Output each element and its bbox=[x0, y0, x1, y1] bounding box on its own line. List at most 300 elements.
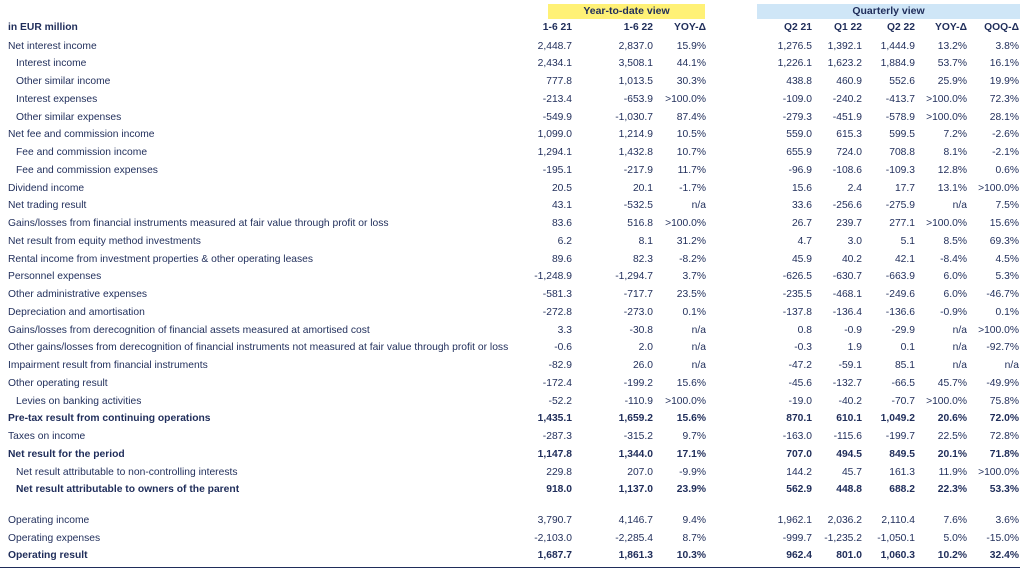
table-row bbox=[0, 92, 1024, 108]
cell-value: 7.5% bbox=[995, 200, 1019, 212]
table-row bbox=[0, 269, 1024, 285]
cell-value: -59.1 bbox=[838, 360, 862, 371]
cell-value: 1,392.1 bbox=[827, 40, 862, 52]
cell-value: -249.6 bbox=[885, 289, 915, 300]
cell-value: -256.6 bbox=[832, 200, 862, 212]
cell-value: 3.0 bbox=[847, 235, 862, 247]
row-label: Net trading result bbox=[8, 200, 87, 212]
cell-value: -532.5 bbox=[623, 200, 653, 212]
table-row bbox=[0, 465, 1024, 481]
row-label: Other administrative expenses bbox=[8, 289, 148, 300]
table-row bbox=[0, 305, 1024, 321]
cell-value: n/a bbox=[691, 200, 706, 212]
row-label: Taxes on income bbox=[8, 431, 86, 442]
cell-value: 8.7% bbox=[682, 532, 706, 544]
cell-value: 3,508.1 bbox=[618, 58, 653, 70]
cell-value: -47.2 bbox=[788, 360, 812, 371]
cell-value: 4.7 bbox=[797, 235, 812, 247]
row-label: Operating income bbox=[8, 515, 90, 526]
cell-value: -115.6 bbox=[833, 431, 862, 442]
cell-value: 2,110.4 bbox=[881, 515, 915, 526]
cell-value: 801.0 bbox=[836, 550, 862, 561]
cell-value: 22.3% bbox=[937, 484, 967, 496]
table-row bbox=[0, 513, 1024, 529]
cell-value: 3.7% bbox=[682, 271, 706, 283]
cell-value: 562.9 bbox=[786, 484, 812, 496]
cell-value: -663.9 bbox=[885, 271, 915, 283]
cell-value: 69.3% bbox=[989, 235, 1019, 247]
row-label: Interest income bbox=[16, 58, 87, 70]
cell-value: -92.7% bbox=[986, 342, 1019, 354]
cell-value: 1,294.1 bbox=[537, 147, 572, 158]
table-row bbox=[0, 127, 1024, 143]
row-label: Net interest income bbox=[8, 40, 97, 52]
cell-value: 2,448.7 bbox=[537, 40, 572, 52]
table-row bbox=[0, 198, 1024, 214]
cell-value: 87.4% bbox=[676, 111, 706, 123]
cell-value: 5.3% bbox=[995, 271, 1019, 283]
cell-value: 1,214.9 bbox=[618, 129, 653, 141]
cell-value: -137.8 bbox=[782, 306, 812, 318]
cell-value: -273.0 bbox=[623, 306, 653, 318]
cell-value: 3.3 bbox=[557, 324, 572, 336]
cell-value: 10.5% bbox=[676, 129, 706, 141]
cell-value: n/a bbox=[691, 342, 706, 354]
cell-value: -578.9 bbox=[885, 111, 915, 123]
cell-value: 28.1% bbox=[989, 111, 1019, 123]
cell-value: 45.7 bbox=[841, 466, 862, 478]
cell-value: 0.1 bbox=[900, 342, 915, 354]
cell-value: -413.7 bbox=[885, 93, 915, 105]
row-label: Dividend income bbox=[8, 182, 85, 194]
cell-value: -235.5 bbox=[782, 289, 812, 300]
cell-value: -240.2 bbox=[832, 93, 862, 105]
cell-value: -199.7 bbox=[885, 431, 915, 442]
row-label: Gains/losses from financial instruments measured at fair value through profit or loss bbox=[8, 218, 389, 229]
cell-value: -451.9 bbox=[832, 111, 862, 123]
cell-value: 53.7% bbox=[937, 58, 967, 70]
cell-value: 239.7 bbox=[836, 218, 862, 229]
cell-value: -549.9 bbox=[542, 111, 572, 123]
bottom-rule bbox=[0, 567, 1020, 568]
cell-value: 552.6 bbox=[889, 76, 915, 87]
table-row bbox=[0, 181, 1024, 197]
cell-value: -0.9% bbox=[940, 306, 967, 318]
cell-value: 11.9% bbox=[938, 466, 967, 478]
cell-value: -1,294.7 bbox=[615, 271, 653, 283]
cell-value: 32.4% bbox=[989, 550, 1019, 561]
cell-value: n/a bbox=[691, 360, 706, 371]
table-row bbox=[0, 39, 1024, 55]
cell-value: 3.8% bbox=[995, 40, 1019, 52]
cell-value: -279.3 bbox=[782, 111, 812, 123]
cell-value: n/a bbox=[952, 200, 967, 212]
cell-value: 6.0% bbox=[943, 289, 967, 300]
cell-value: 870.1 bbox=[786, 413, 812, 425]
cell-value: 1,276.5 bbox=[777, 40, 812, 52]
cell-value: >100.0% bbox=[926, 93, 967, 105]
table-row bbox=[0, 531, 1024, 547]
table-row bbox=[0, 340, 1024, 356]
cell-value: 2,837.0 bbox=[618, 40, 653, 52]
cell-value: -1,248.9 bbox=[534, 271, 572, 283]
cell-value: 438.8 bbox=[786, 76, 812, 87]
cell-value: 44.1% bbox=[676, 58, 706, 70]
cell-value: 4.5% bbox=[995, 253, 1019, 265]
cell-value: -626.5 bbox=[782, 271, 812, 283]
row-label: Impairment result from financial instruments bbox=[8, 360, 208, 371]
cell-value: -46.7% bbox=[986, 289, 1019, 300]
cell-value: >100.0% bbox=[665, 218, 706, 229]
table-row bbox=[0, 447, 1024, 463]
cell-value: 31.2% bbox=[676, 235, 706, 247]
cell-value: 75.8% bbox=[989, 395, 1019, 407]
cell-value: 2,434.1 bbox=[537, 58, 572, 70]
cell-value: 26.0 bbox=[632, 360, 653, 371]
cell-value: -45.6 bbox=[788, 377, 812, 389]
cell-value: 144.2 bbox=[786, 466, 812, 478]
col-header: QOQ-Δ bbox=[984, 22, 1019, 33]
row-label: Pre-tax result from continuing operations bbox=[8, 413, 211, 425]
row-label: Other similar income bbox=[16, 76, 111, 87]
row-label: Net result attributable to non-controlling interests bbox=[16, 466, 238, 478]
row-label: Net fee and commission income bbox=[8, 129, 155, 141]
cell-value: 1,687.7 bbox=[537, 550, 572, 561]
row-label: Other gains/losses from derecognition of financial instruments not measured at fair value through profit or loss bbox=[8, 342, 509, 354]
cell-value: 85.1 bbox=[894, 360, 915, 371]
cell-value: -0.3 bbox=[794, 342, 812, 354]
cell-value: 5.0% bbox=[943, 532, 967, 544]
cell-value: 460.9 bbox=[836, 76, 862, 87]
cell-value: -272.8 bbox=[542, 306, 572, 318]
cell-value: -275.9 bbox=[885, 200, 915, 212]
row-label: Net result attributable to owners of the parent bbox=[16, 484, 240, 496]
cell-value: 22.5% bbox=[937, 431, 967, 442]
cell-value: -717.7 bbox=[623, 289, 653, 300]
cell-value: n/a bbox=[952, 324, 967, 336]
cell-value: -1,030.7 bbox=[615, 111, 653, 123]
cell-value: -66.5 bbox=[891, 377, 915, 389]
table-row bbox=[0, 252, 1024, 268]
cell-value: 15.6% bbox=[676, 377, 706, 389]
cell-value: 0.1% bbox=[995, 306, 1019, 318]
row-label: Depreciation and amortisation bbox=[8, 306, 145, 318]
cell-value: 72.8% bbox=[989, 431, 1019, 442]
table-row bbox=[0, 287, 1024, 303]
table-row bbox=[0, 234, 1024, 250]
cell-value: -0.6 bbox=[554, 342, 572, 354]
cell-value: -110.9 bbox=[624, 395, 653, 407]
cell-value: 615.3 bbox=[836, 129, 862, 141]
cell-value: 1,013.5 bbox=[618, 76, 653, 87]
cell-value: -108.6 bbox=[832, 164, 862, 176]
cell-value: 72.0% bbox=[989, 413, 1019, 425]
table-row bbox=[0, 358, 1024, 374]
cell-value: 53.3% bbox=[989, 484, 1019, 496]
cell-value: 2.4 bbox=[847, 182, 862, 194]
cell-value: 17.1% bbox=[676, 448, 706, 460]
cell-value: -8.4% bbox=[940, 253, 967, 265]
cell-value: -630.7 bbox=[832, 271, 862, 283]
cell-value: 16.1% bbox=[989, 58, 1019, 70]
cell-value: -2.1% bbox=[992, 147, 1019, 158]
cell-value: -96.9 bbox=[788, 164, 812, 176]
cell-value: >100.0% bbox=[665, 395, 706, 407]
cell-value: 45.9 bbox=[791, 253, 812, 265]
cell-value: -136.4 bbox=[832, 306, 862, 318]
row-label: Other operating result bbox=[8, 377, 108, 389]
cell-value: -52.2 bbox=[548, 395, 572, 407]
table-row bbox=[0, 548, 1024, 564]
cell-value: 1,435.1 bbox=[537, 413, 572, 425]
cell-value: 1,659.2 bbox=[618, 413, 653, 425]
cell-value: 707.0 bbox=[786, 448, 812, 460]
cell-value: 1,432.8 bbox=[618, 147, 653, 158]
cell-value: 1,137.0 bbox=[618, 484, 653, 496]
cell-value: -82.9 bbox=[548, 360, 572, 371]
cell-value: 277.1 bbox=[889, 218, 915, 229]
cell-value: 20.5 bbox=[551, 182, 572, 194]
cell-value: 1,444.9 bbox=[880, 40, 915, 52]
cell-value: -199.2 bbox=[623, 377, 653, 389]
cell-value: 599.5 bbox=[889, 129, 915, 141]
cell-value: >100.0% bbox=[978, 182, 1019, 194]
cell-value: -8.2% bbox=[679, 253, 706, 265]
cell-value: 1,623.2 bbox=[827, 58, 862, 70]
cell-value: 8.1% bbox=[943, 147, 967, 158]
cell-value: 448.8 bbox=[836, 484, 862, 496]
cell-value: 777.8 bbox=[546, 76, 572, 87]
cell-value: >100.0% bbox=[926, 218, 967, 229]
cell-value: 207.0 bbox=[627, 466, 653, 478]
col-header: YOY-Δ bbox=[673, 22, 706, 33]
cell-value: -109.0 bbox=[782, 93, 812, 105]
cell-value: 19.9% bbox=[989, 76, 1019, 87]
cell-value: >100.0% bbox=[926, 111, 967, 123]
cell-value: -172.4 bbox=[542, 377, 572, 389]
cell-value: 4,146.7 bbox=[618, 515, 653, 526]
cell-value: 23.5% bbox=[676, 289, 706, 300]
row-label: Operating result bbox=[8, 550, 88, 561]
cell-value: 26.7 bbox=[791, 218, 812, 229]
cell-value: -0.9 bbox=[844, 324, 862, 336]
cell-value: -2,285.4 bbox=[615, 532, 653, 544]
cell-value: 83.6 bbox=[551, 218, 572, 229]
row-label: Other similar expenses bbox=[16, 111, 122, 123]
cell-value: -9.9% bbox=[679, 466, 706, 478]
cell-value: -30.8 bbox=[629, 324, 653, 336]
cell-value: n/a bbox=[952, 360, 967, 371]
cell-value: 1,962.1 bbox=[777, 515, 812, 526]
cell-value: 89.6 bbox=[551, 253, 572, 265]
cell-value: 15.6% bbox=[676, 413, 706, 425]
cell-value: 25.9% bbox=[937, 76, 967, 87]
col-header: Q2 21 bbox=[783, 22, 812, 33]
cell-value: 20.6% bbox=[937, 413, 967, 425]
row-label: Fee and commission income bbox=[16, 147, 148, 158]
cell-value: 5.1 bbox=[900, 235, 915, 247]
cell-value: -19.0 bbox=[788, 395, 812, 407]
col-header: YOY-Δ bbox=[934, 22, 967, 33]
cell-value: 610.1 bbox=[836, 413, 862, 425]
cell-value: 30.3% bbox=[676, 76, 706, 87]
cell-value: 23.9% bbox=[676, 484, 706, 496]
cell-value: >100.0% bbox=[978, 466, 1019, 478]
cell-value: 1.9 bbox=[847, 342, 862, 354]
ytd-view-header: Year-to-date view bbox=[548, 4, 705, 19]
cell-value: -132.7 bbox=[832, 377, 862, 389]
cell-value: 0.1% bbox=[682, 306, 706, 318]
cell-value: -109.3 bbox=[885, 164, 915, 176]
table-row bbox=[0, 376, 1024, 392]
cell-value: 724.0 bbox=[836, 147, 862, 158]
cell-value: 2.0 bbox=[638, 342, 653, 354]
cell-value: 10.2% bbox=[937, 550, 967, 561]
row-label: Rental income from investment properties & other operating leases bbox=[8, 253, 314, 265]
cell-value: 1,060.3 bbox=[880, 550, 915, 561]
cell-value: 559.0 bbox=[786, 129, 812, 141]
table-row bbox=[0, 429, 1024, 445]
quarterly-view-header: Quarterly view bbox=[757, 4, 1020, 19]
cell-value: 8.5% bbox=[943, 235, 967, 247]
col-header: 1-6 22 bbox=[623, 22, 653, 33]
table-row bbox=[0, 216, 1024, 232]
row-label: Operating expenses bbox=[8, 532, 101, 544]
cell-value: 10.3% bbox=[676, 550, 706, 561]
cell-value: -136.6 bbox=[885, 306, 915, 318]
cell-value: -581.3 bbox=[542, 289, 572, 300]
cell-value: 9.7% bbox=[682, 431, 706, 442]
table-row bbox=[0, 163, 1024, 179]
cell-value: 1,861.3 bbox=[618, 550, 653, 561]
cell-value: -315.2 bbox=[623, 431, 653, 442]
cell-value: 1,099.0 bbox=[537, 129, 572, 141]
cell-value: -1,050.1 bbox=[877, 532, 915, 544]
cell-value: 8.1 bbox=[638, 235, 653, 247]
cell-value: 918.0 bbox=[546, 484, 572, 496]
cell-value: 1,049.2 bbox=[880, 413, 915, 425]
cell-value: -163.0 bbox=[782, 431, 812, 442]
table-row bbox=[0, 394, 1024, 410]
cell-value: -1,235.2 bbox=[824, 532, 862, 544]
cell-value: 40.2 bbox=[841, 253, 862, 265]
cell-value: 849.5 bbox=[889, 448, 915, 460]
cell-value: 1,147.8 bbox=[537, 448, 572, 460]
column-header-row bbox=[0, 20, 1024, 36]
cell-value: 11.7% bbox=[677, 164, 706, 176]
cell-value: -213.4 bbox=[542, 93, 572, 105]
row-label: Net result for the period bbox=[8, 448, 125, 460]
cell-value: 3.6% bbox=[995, 515, 1019, 526]
unit-label: in EUR million bbox=[8, 22, 78, 33]
cell-value: 0.8 bbox=[797, 324, 812, 336]
cell-value: 655.9 bbox=[786, 147, 812, 158]
cell-value: n/a bbox=[691, 324, 706, 336]
cell-value: -999.7 bbox=[782, 532, 812, 544]
row-label: Gains/losses from derecognition of financial assets measured at amortised cost bbox=[8, 324, 370, 336]
cell-value: >100.0% bbox=[978, 324, 1019, 336]
cell-value: >100.0% bbox=[665, 93, 706, 105]
cell-value: 6.2 bbox=[557, 235, 572, 247]
cell-value: -70.7 bbox=[891, 395, 915, 407]
table-row bbox=[0, 74, 1024, 90]
cell-value: 15.9% bbox=[676, 40, 706, 52]
col-header: Q1 22 bbox=[833, 22, 862, 33]
row-label: Levies on banking activities bbox=[16, 395, 142, 407]
table-row bbox=[0, 145, 1024, 161]
cell-value: 71.8% bbox=[989, 448, 1019, 460]
cell-value: -195.1 bbox=[542, 164, 572, 176]
col-header: Q2 22 bbox=[886, 22, 915, 33]
cell-value: >100.0% bbox=[926, 395, 967, 407]
cell-value: 20.1 bbox=[632, 182, 653, 194]
cell-value: 42.1 bbox=[894, 253, 915, 265]
cell-value: 33.6 bbox=[791, 200, 812, 212]
cell-value: 494.5 bbox=[836, 448, 862, 460]
cell-value: 0.6% bbox=[995, 164, 1019, 176]
cell-value: 15.6 bbox=[791, 182, 812, 194]
cell-value: 7.2% bbox=[943, 129, 967, 141]
cell-value: -2.6% bbox=[992, 129, 1019, 141]
cell-value: -1.7% bbox=[679, 182, 706, 194]
cell-value: 229.8 bbox=[546, 466, 572, 478]
cell-value: 13.2% bbox=[937, 40, 967, 52]
cell-value: 516.8 bbox=[627, 218, 653, 229]
cell-value: 688.2 bbox=[889, 484, 915, 496]
col-header: 1-6 21 bbox=[542, 22, 572, 33]
cell-value: 43.1 bbox=[551, 200, 572, 212]
cell-value: 20.1% bbox=[937, 448, 967, 460]
cell-value: 1,226.1 bbox=[777, 58, 812, 70]
row-label: Net result from equity method investments bbox=[8, 235, 201, 247]
cell-value: -2,103.0 bbox=[534, 532, 572, 544]
cell-value: 9.4% bbox=[682, 515, 706, 526]
cell-value: 6.0% bbox=[943, 271, 967, 283]
cell-value: 12.8% bbox=[937, 164, 967, 176]
cell-value: 10.7% bbox=[676, 147, 706, 158]
cell-value: -653.9 bbox=[623, 93, 653, 105]
cell-value: 45.7% bbox=[937, 377, 967, 389]
table-row bbox=[0, 482, 1024, 498]
cell-value: 82.3 bbox=[632, 253, 653, 265]
cell-value: -15.0% bbox=[986, 532, 1019, 544]
cell-value: n/a bbox=[1004, 360, 1019, 371]
row-label: Fee and commission expenses bbox=[16, 164, 158, 176]
cell-value: -287.3 bbox=[542, 431, 572, 442]
cell-value: 161.3 bbox=[889, 466, 915, 478]
cell-value: 13.1% bbox=[937, 182, 967, 194]
cell-value: 15.6% bbox=[989, 218, 1019, 229]
cell-value: -217.9 bbox=[623, 164, 653, 176]
table-row bbox=[0, 56, 1024, 72]
cell-value: 72.3% bbox=[989, 93, 1019, 105]
cell-value: 708.8 bbox=[889, 147, 915, 158]
table-row bbox=[0, 411, 1024, 427]
cell-value: -49.9% bbox=[986, 377, 1019, 389]
row-label: Interest expenses bbox=[16, 93, 98, 105]
cell-value: 962.4 bbox=[786, 550, 812, 561]
cell-value: -29.9 bbox=[891, 324, 915, 336]
cell-value: -40.2 bbox=[838, 395, 862, 407]
row-label: Personnel expenses bbox=[8, 271, 102, 283]
cell-value: 7.6% bbox=[943, 515, 967, 526]
cell-value: n/a bbox=[952, 342, 967, 354]
table-row bbox=[0, 323, 1024, 339]
cell-value: 3,790.7 bbox=[537, 515, 572, 526]
cell-value: 1,344.0 bbox=[618, 448, 653, 460]
table-row bbox=[0, 110, 1024, 126]
cell-value: 17.7 bbox=[894, 182, 915, 194]
